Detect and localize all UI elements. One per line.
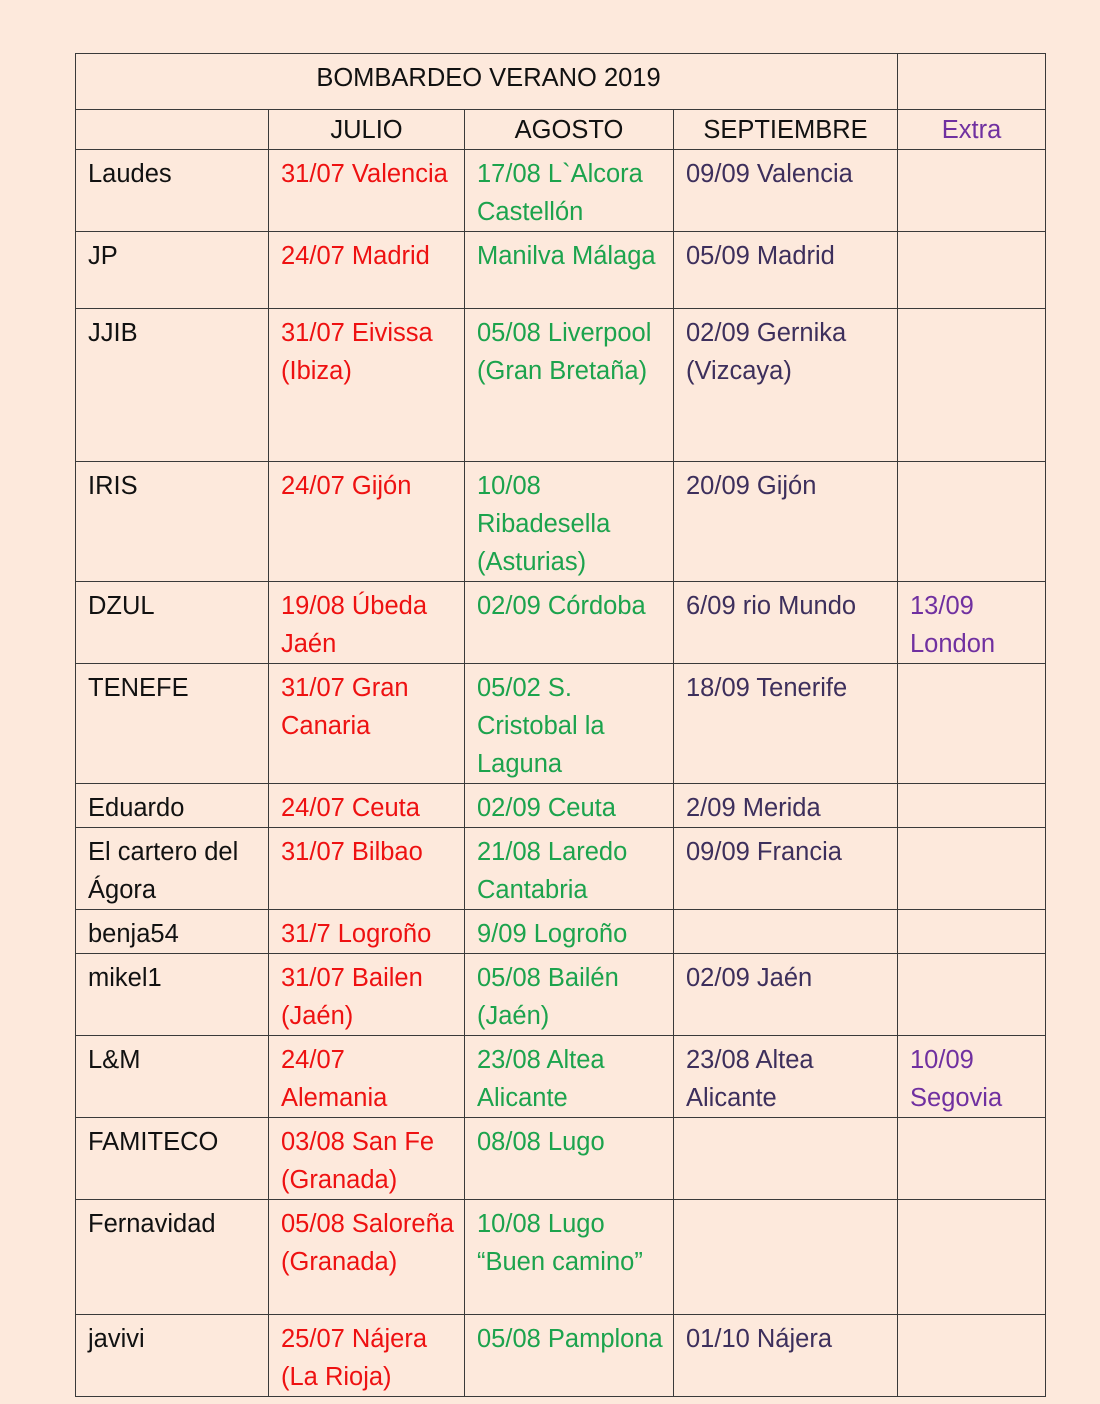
septiembre-cell: [674, 1118, 898, 1200]
agosto-cell: 10/08 Ribadesella (Asturias): [465, 462, 674, 582]
julio-cell: 24/07 Ceuta: [269, 784, 465, 828]
septiembre-cell: 6/09 rio Mundo: [674, 582, 898, 664]
julio-cell: 25/07 Nájera (La Rioja): [269, 1315, 465, 1397]
julio-cell: 24/07 Madrid: [269, 232, 465, 309]
septiembre-cell: 01/10 Nájera: [674, 1315, 898, 1397]
julio-cell: 31/07 Bailen (Jaén): [269, 954, 465, 1036]
table-row: [76, 309, 1046, 462]
agosto-cell: Manilva Málaga: [465, 232, 674, 309]
extra-cell: [898, 462, 1046, 582]
julio-cell: 24/07 Alemania: [269, 1036, 465, 1118]
septiembre-cell: 20/09 Gijón: [674, 462, 898, 582]
extra-cell: 10/09 Segovia: [898, 1036, 1046, 1118]
extra-cell: [898, 1200, 1046, 1315]
septiembre-cell: 23/08 Altea Alicante: [674, 1036, 898, 1118]
table-row: [76, 1118, 1046, 1200]
table-row: [76, 784, 1046, 828]
agosto-cell: 10/08 Lugo “Buen camino”: [465, 1200, 674, 1315]
table-row: [76, 232, 1046, 309]
participant-name: mikel1: [76, 954, 269, 1036]
participant-name: El cartero del Ágora: [76, 828, 269, 910]
schedule-table: [75, 53, 1046, 1397]
page-title: BOMBARDEO VERANO 2019: [76, 54, 898, 110]
septiembre-cell: 05/09 Madrid: [674, 232, 898, 309]
agosto-cell: 05/02 S. Cristobal la Laguna: [465, 664, 674, 784]
participant-name: Laudes: [76, 150, 269, 232]
title-extra-cell: [898, 54, 1046, 110]
table-row: [76, 828, 1046, 910]
extra-cell: [898, 309, 1046, 462]
julio-cell: 05/08 Saloreña (Granada): [269, 1200, 465, 1315]
title-row: [76, 54, 1046, 110]
extra-cell: [898, 664, 1046, 784]
table-row: [76, 954, 1046, 1036]
extra-cell: [898, 1118, 1046, 1200]
participant-name: Fernavidad: [76, 1200, 269, 1315]
agosto-cell: 23/08 Altea Alicante: [465, 1036, 674, 1118]
extra-cell: [898, 232, 1046, 309]
agosto-cell: 17/08 L`Alcora Castellón: [465, 150, 674, 232]
extra-cell: 13/09 London: [898, 582, 1046, 664]
septiembre-cell: 2/09 Merida: [674, 784, 898, 828]
participant-name: FAMITECO: [76, 1118, 269, 1200]
participant-name: Eduardo: [76, 784, 269, 828]
agosto-cell: 9/09 Logroño: [465, 910, 674, 954]
header-row: [76, 110, 1046, 150]
header-septiembre: SEPTIEMBRE: [674, 110, 898, 150]
table-row: [76, 150, 1046, 232]
participant-name: javivi: [76, 1315, 269, 1397]
extra-cell: [898, 910, 1046, 954]
table-row: [76, 664, 1046, 784]
septiembre-cell: 09/09 Valencia: [674, 150, 898, 232]
julio-cell: 31/07 Eivissa (Ibiza): [269, 309, 465, 462]
header-julio: JULIO: [269, 110, 465, 150]
participant-name: TENEFE: [76, 664, 269, 784]
septiembre-cell: 09/09 Francia: [674, 828, 898, 910]
participant-name: JJIB: [76, 309, 269, 462]
participant-name: L&M: [76, 1036, 269, 1118]
septiembre-cell: 02/09 Gernika (Vizcaya): [674, 309, 898, 462]
septiembre-cell: 18/09 Tenerife: [674, 664, 898, 784]
julio-cell: 31/07 Bilbao: [269, 828, 465, 910]
participant-name: benja54: [76, 910, 269, 954]
extra-cell: [898, 1315, 1046, 1397]
table-row: [76, 1315, 1046, 1397]
agosto-cell: 08/08 Lugo: [465, 1118, 674, 1200]
julio-cell: 31/07 Valencia: [269, 150, 465, 232]
julio-cell: 31/07 Gran Canaria: [269, 664, 465, 784]
table-row: [76, 910, 1046, 954]
participant-name: DZUL: [76, 582, 269, 664]
agosto-cell: 05/08 Liverpool (Gran Bretaña): [465, 309, 674, 462]
extra-cell: [898, 954, 1046, 1036]
septiembre-cell: [674, 910, 898, 954]
julio-cell: 19/08 Úbeda Jaén: [269, 582, 465, 664]
julio-cell: 03/08 San Fe (Granada): [269, 1118, 465, 1200]
table-row: [76, 1200, 1046, 1315]
agosto-cell: 02/09 Córdoba: [465, 582, 674, 664]
septiembre-cell: [674, 1200, 898, 1315]
agosto-cell: 21/08 Laredo Cantabria: [465, 828, 674, 910]
agosto-cell: 05/08 Pamplona: [465, 1315, 674, 1397]
agosto-cell: 05/08 Bailén (Jaén): [465, 954, 674, 1036]
table-row: [76, 1036, 1046, 1118]
extra-cell: [898, 150, 1046, 232]
table-row: [76, 462, 1046, 582]
header-extra: Extra: [898, 110, 1046, 150]
participant-name: IRIS: [76, 462, 269, 582]
participant-name: JP: [76, 232, 269, 309]
table-row: [76, 582, 1046, 664]
septiembre-cell: 02/09 Jaén: [674, 954, 898, 1036]
extra-cell: [898, 784, 1046, 828]
julio-cell: 24/07 Gijón: [269, 462, 465, 582]
agosto-cell: 02/09 Ceuta: [465, 784, 674, 828]
extra-cell: [898, 828, 1046, 910]
julio-cell: 31/7 Logroño: [269, 910, 465, 954]
header-agosto: AGOSTO: [465, 110, 674, 150]
header-blank: [76, 110, 269, 150]
